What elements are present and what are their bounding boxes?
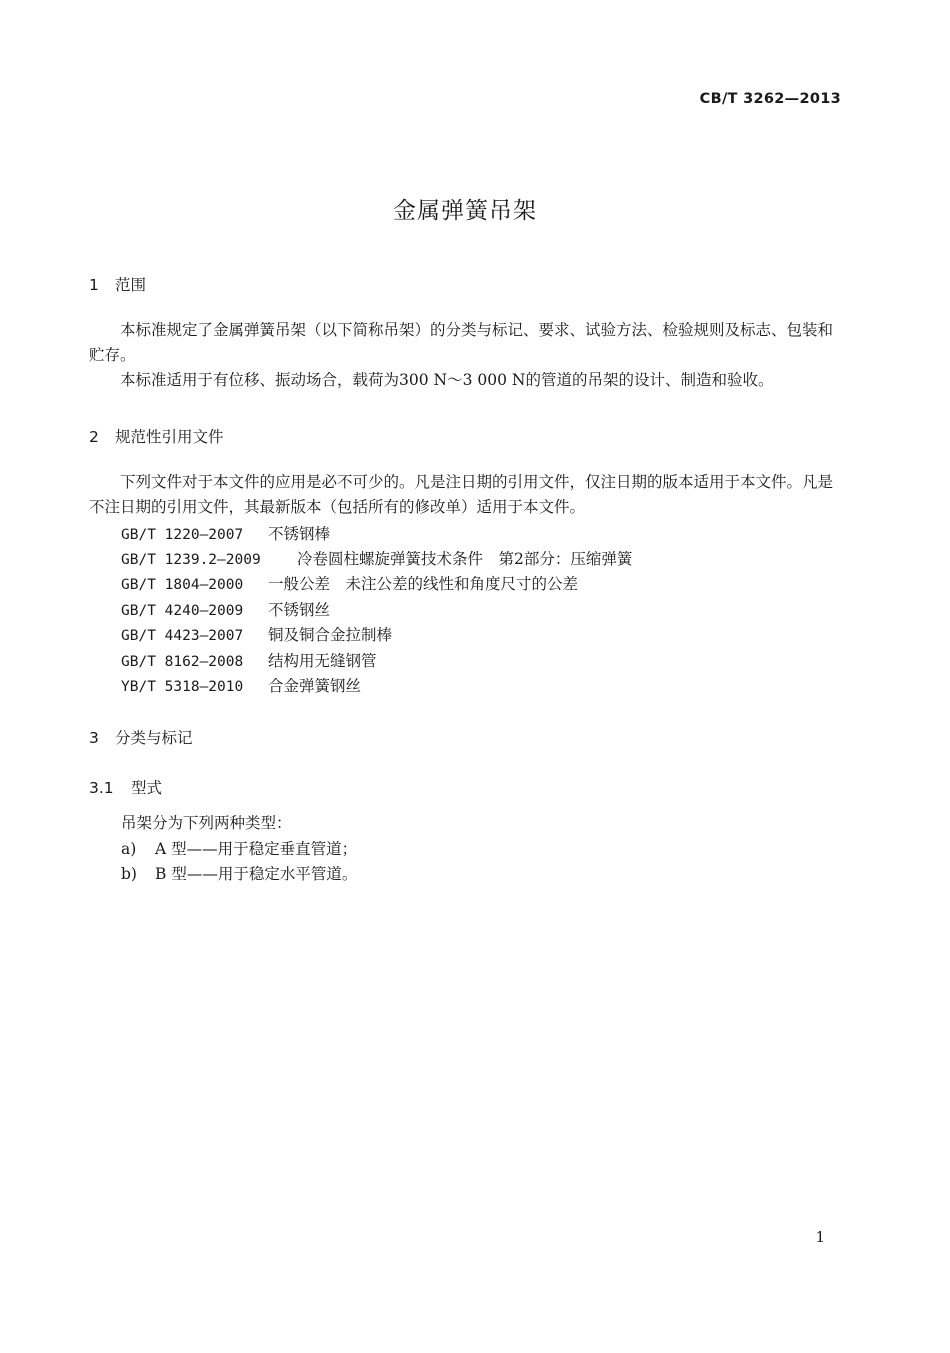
section-3-heading	[89, 726, 193, 748]
section-title: 规范性引用文件	[115, 428, 224, 446]
reference-code: GB/T 8162—2008	[121, 654, 244, 670]
section-title: 分类与标记	[115, 729, 193, 747]
section-1-paragraph-2: 本标准适用于有位移、振动场合，载荷为300 N～3 000 N的管道的吊架的设计、制造和验收。	[120, 371, 774, 389]
document-code: CB/T 3262—2013	[699, 91, 841, 107]
document-title: 金属弹簧吊架	[393, 198, 537, 224]
reference-item	[121, 572, 578, 594]
list-item	[121, 837, 357, 859]
section-2-paragraph-1: 下列文件对于本文件的应用是必不可少的。凡是注日期的引用文件，仅注日期的版本适用于本文件。凡是不注日期的引用文件，其最新版本（包括所有的修改单）适用于本文件。	[89, 473, 834, 516]
reference-item	[121, 522, 330, 544]
reference-code: GB/T 1239.2—2009	[121, 552, 261, 568]
reference-code: YB/T 5318—2010	[121, 679, 244, 695]
section-number: 2	[89, 428, 99, 446]
reference-title: 不锈钢丝	[268, 601, 331, 619]
list-item	[121, 862, 357, 884]
reference-title: 合金弹簧钢丝	[268, 677, 362, 695]
reference-code: GB/T 1220—2007	[121, 527, 244, 543]
list-marker: b)	[121, 865, 137, 883]
subsection-3-1-heading	[89, 776, 162, 798]
section-number: 3	[89, 729, 99, 747]
section-2-heading	[89, 425, 224, 447]
reference-title: 不锈钢棒	[268, 525, 331, 543]
reference-title: 铜及铜合金拉制棒	[268, 626, 393, 644]
reference-title: 冷卷圆柱螺旋弹簧技术条件 第2部分：压缩弹簧	[297, 550, 633, 568]
section-1-paragraph-1: 本标准规定了金属弹簧吊架（以下简称吊架）的分类与标记、要求、试验方法、检验规则及标志、包装和贮存。	[89, 321, 834, 364]
subsection-title: 型式	[131, 779, 163, 797]
reference-code: GB/T 4240—2009	[121, 603, 244, 619]
list-marker: a)	[121, 840, 137, 858]
reference-item	[121, 649, 377, 671]
reference-title: 结构用无缝钢管	[268, 652, 377, 670]
section-1-heading	[89, 273, 146, 295]
list-item-text: A 型——用于稳定垂直管道；	[155, 840, 358, 858]
reference-code: GB/T 4423—2007	[121, 628, 244, 644]
page-number: 1	[815, 1228, 825, 1246]
reference-item	[121, 547, 632, 569]
reference-item	[121, 623, 392, 645]
reference-code: GB/T 1804—2000	[121, 577, 244, 593]
subsection-number: 3.1	[89, 779, 114, 797]
reference-item	[121, 598, 330, 620]
section-title: 范围	[115, 276, 147, 294]
list-item-text: B 型——用于稳定水平管道。	[155, 865, 358, 883]
reference-item	[121, 674, 361, 696]
section-number: 1	[89, 276, 99, 294]
reference-title: 一般公差 未注公差的线性和角度尺寸的公差	[268, 575, 579, 593]
subsection-intro: 吊架分为下列两种类型：	[121, 814, 292, 832]
